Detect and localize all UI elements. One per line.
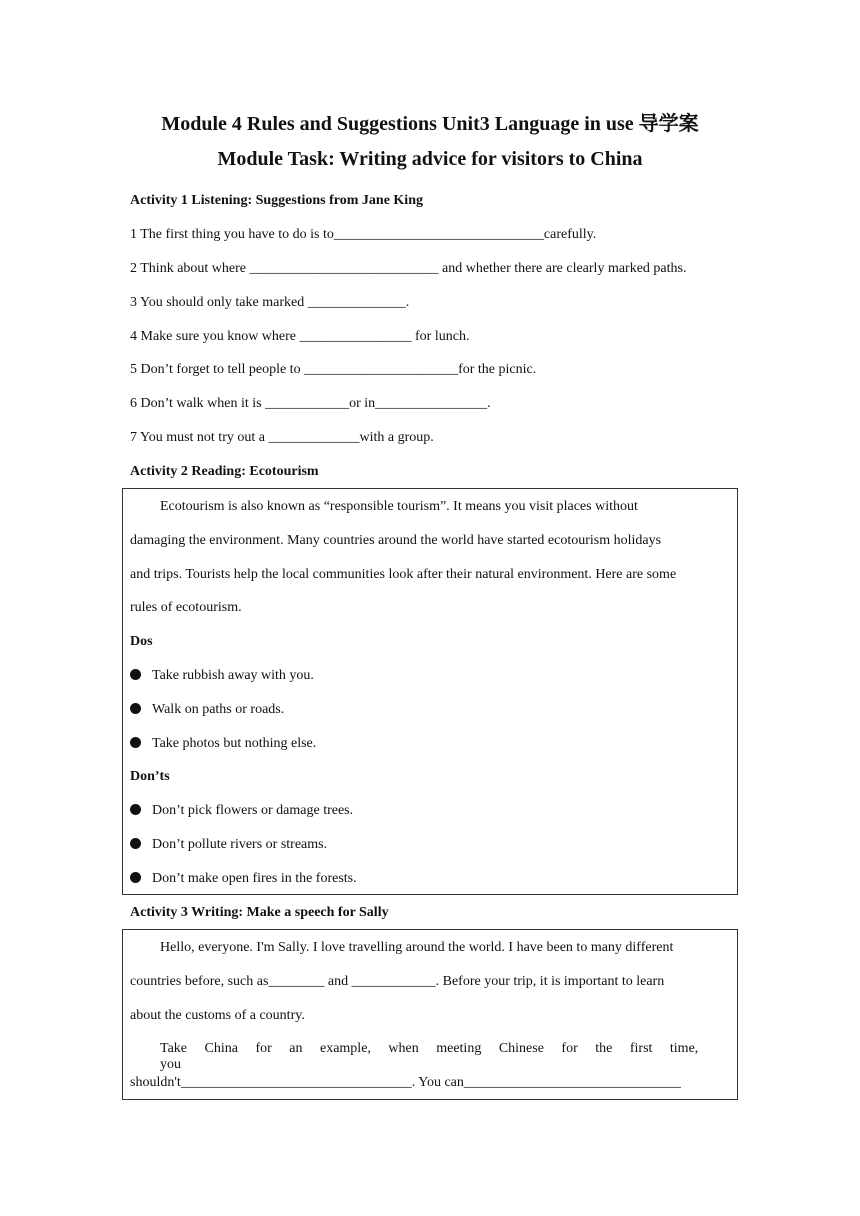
dos-item-text: Walk on paths or roads.: [152, 702, 285, 717]
activity1-item: 6 Don’t walk when it is ____________or in________________.: [130, 396, 491, 411]
donts-item: [130, 871, 357, 887]
donts-heading: Don’ts: [130, 769, 170, 784]
bullet-icon: [130, 737, 141, 748]
activity1-heading: Activity 1 Listening: Suggestions from Jane King: [130, 193, 423, 208]
dos-item-text: Take rubbish away with you.: [152, 668, 314, 683]
activity1-item: 4 Make sure you know where ________________ for lunch.: [130, 329, 470, 344]
reading-line: rules of ecotourism.: [130, 600, 242, 615]
dos-item-text: Take photos but nothing else.: [152, 736, 317, 751]
activity3-heading: Activity 3 Writing: Make a speech for Sally: [130, 905, 389, 920]
bullet-icon: [130, 669, 141, 680]
donts-item: [130, 837, 327, 853]
activity1-item: 5 Don’t forget to tell people to ______________________for the picnic.: [130, 362, 537, 377]
speech-line: countries before, such as________ and ____________. Before your trip, it is important to learn: [130, 974, 665, 989]
reading-line-start: Ecotourism is also known as “responsible tourism”. It means you visit places without: [160, 499, 638, 514]
dos-item: [130, 668, 314, 684]
donts-item-text: Don’t pick flowers or damage trees.: [152, 803, 354, 818]
dos-heading: Dos: [130, 634, 153, 649]
activity1-item: 2 Think about where ___________________________ and whether there are clearly marked paths.: [130, 261, 687, 276]
bullet-icon: [130, 804, 141, 815]
speech-line: Hello, everyone. I'm Sally. I love travelling around the world. I have been to many different: [160, 940, 674, 955]
dos-item: [130, 702, 284, 718]
bullet-icon: [130, 872, 141, 883]
activity2-heading: Activity 2 Reading: Ecotourism: [130, 464, 319, 479]
activity1-item: 1 The first thing you have to do is to______________________________carefully.: [130, 227, 597, 242]
reading-line: [130, 499, 732, 515]
activity1-item: 3 You should only take marked ______________.: [130, 295, 410, 310]
page-subtitle: Module Task: Writing advice for visitors to China: [217, 148, 643, 170]
donts-item-text: Don’t pollute rivers or streams.: [152, 837, 328, 852]
speech-line: shouldn't_________________________________. You can_______________________________: [130, 1075, 681, 1090]
reading-line: damaging the environment. Many countries around the world have started ecotourism holidays: [130, 533, 662, 548]
page-title: Module 4 Rules and Suggestions Unit3 Language in use 导学案: [161, 113, 699, 135]
ecotourism-box: [122, 488, 738, 895]
reading-line: and trips. Tourists help the local communities look after their natural environment. Here are some: [130, 567, 677, 582]
speech-line: about the customs of a country.: [130, 1008, 305, 1023]
donts-item: [130, 803, 353, 819]
speech-line: Take China for an example, when meeting Chinese for the first time, you: [160, 1041, 699, 1072]
activity1-item: 7 You must not try out a _____________with a group.: [130, 430, 434, 445]
bullet-icon: [130, 703, 141, 714]
dos-item: [130, 736, 316, 752]
speech-box: [122, 929, 738, 1100]
donts-item-text: Don’t make open fires in the forests.: [152, 871, 357, 886]
bullet-icon: [130, 838, 141, 849]
